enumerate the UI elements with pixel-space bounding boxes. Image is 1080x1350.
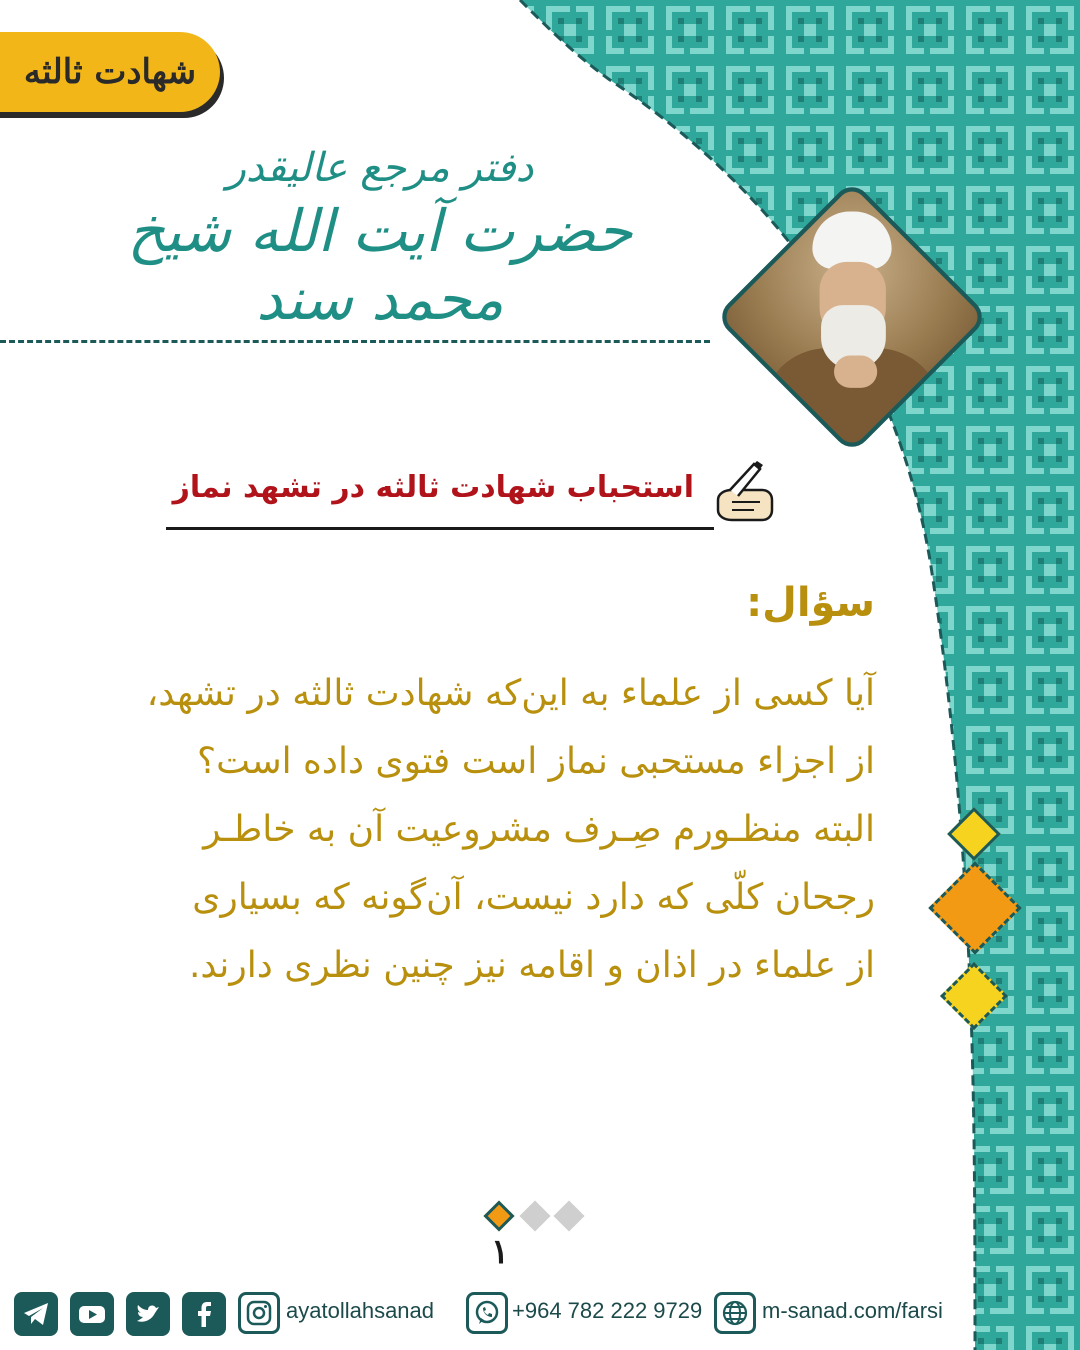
question-text (95, 660, 875, 1000)
globe-icon[interactable] (714, 1292, 756, 1334)
topic-title: استحباب شهادت ثالثه در تشهد نماز (172, 470, 694, 505)
question-line: البته منظـورم صِـرف مشروعیت آن به خاطـر (203, 809, 875, 850)
pager-dot-active[interactable] (483, 1200, 514, 1231)
website-link[interactable]: m-sanad.com/farsi (762, 1298, 943, 1323)
whatsapp-icon[interactable] (466, 1292, 508, 1334)
topic-underline (166, 527, 714, 530)
page-number: ۱ (490, 1232, 510, 1272)
category-label: شهادت ثالثه (23, 52, 197, 92)
question-label: سؤال: (746, 580, 875, 626)
portrait-frame (715, 180, 990, 455)
facebook-icon[interactable] (182, 1292, 226, 1336)
twitter-icon[interactable] (126, 1292, 170, 1336)
office-header-calligraphy (100, 125, 660, 333)
portrait-photo (715, 183, 990, 455)
office-title: دفتر مرجع عالیقدر (226, 145, 534, 191)
instagram-icon[interactable] (238, 1292, 280, 1334)
question-line: رجحان کلّی که دارد نیست، آن‌گونه که بسیاری (192, 877, 875, 918)
youtube-icon[interactable] (70, 1292, 114, 1336)
footer-contact-bar (14, 1290, 974, 1340)
instagram-handle[interactable]: ayatollahsanad (286, 1298, 435, 1323)
question-line: از اجزاء مستحبی نماز است فتوی داده است؟ (196, 741, 875, 782)
pager-dot[interactable] (553, 1200, 584, 1231)
question-line: از علماء در اذان و اقامه نیز چنین نظری دارند. (188, 945, 875, 986)
pager-dot[interactable] (519, 1200, 550, 1231)
scholar-name: حضرت آیت الله شیخ محمد سند (127, 197, 633, 333)
topic-heading (166, 460, 776, 530)
scholar-portrait (717, 182, 987, 452)
telegram-icon[interactable] (14, 1292, 58, 1336)
category-tab (0, 32, 220, 112)
hand-writing-icon (710, 460, 776, 524)
question-line: آیا کسی از علماء به این‌که شهادت ثالثه در تشهد، (146, 673, 875, 714)
dashed-divider (0, 340, 710, 343)
phone-number[interactable]: +964 782 222 9729 (512, 1298, 703, 1323)
